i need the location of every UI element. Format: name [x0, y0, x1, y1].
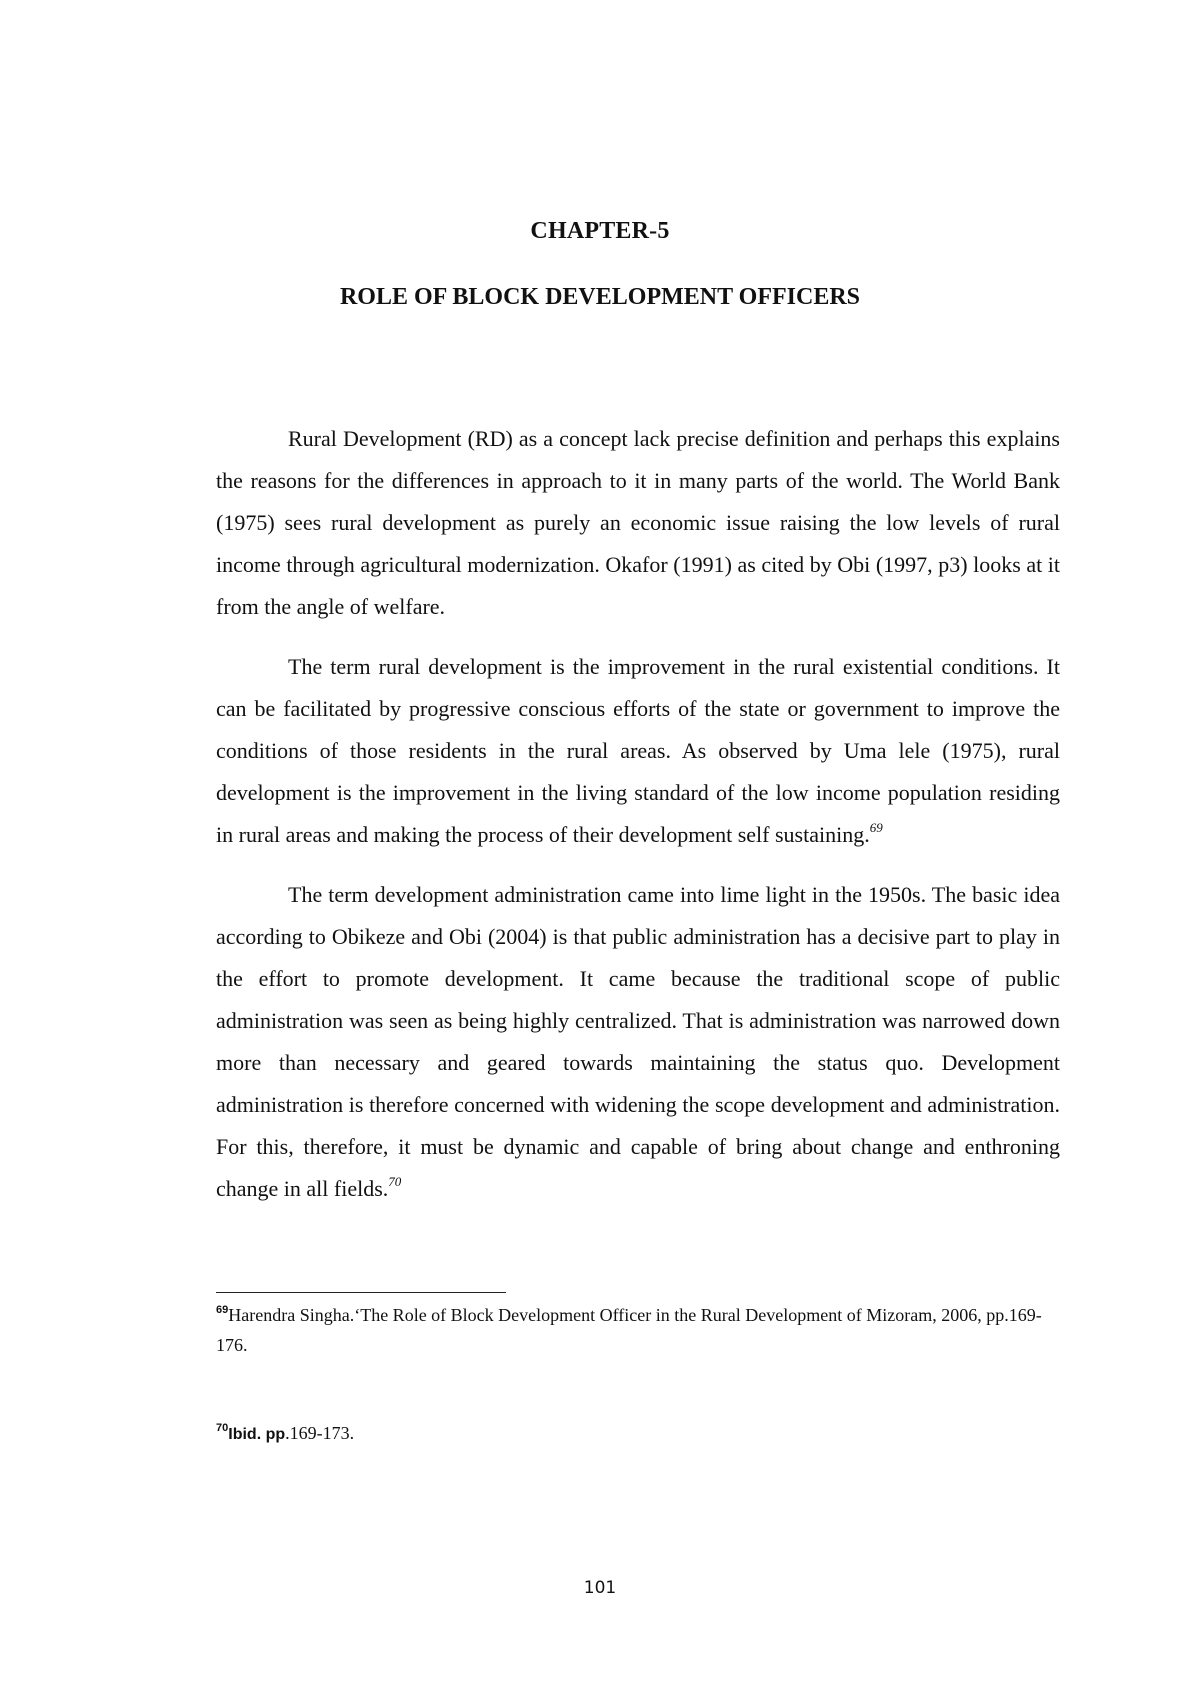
footnote-mark: 69: [216, 1304, 229, 1316]
paragraph-text: Rural Development (RD) as a concept lack precise definition and perhaps this explains the reasons for the differences in approach to it in many parts of the world. The World Bank (1975) sees rural development as purely an economic issue raising the low levels of rural income through agricultural modernization. Okafor (1991) as cited by Obi (1997, p3) looks at it from the angle of welfare.: [216, 426, 1060, 619]
chapter-number: CHAPTER-5: [530, 218, 670, 244]
body-text: [216, 418, 1060, 1228]
footnote-separator: [216, 1292, 506, 1293]
footnote-69: [216, 1300, 1060, 1360]
footnote-ibid: Ibid. pp: [228, 1426, 286, 1443]
chapter-title: ROLE OF BLOCK DEVELOPMENT OFFICERS: [339, 284, 861, 310]
paragraph-2: [216, 646, 1060, 856]
footnote-text: Harendra Singha.‘The Role of Block Development Officer in the Rural Development of Mizoram, 2006, pp.169-176.: [216, 1305, 1042, 1355]
paragraph-1: [216, 418, 1060, 628]
footnote-70: [216, 1418, 1060, 1450]
paragraph-3: [216, 874, 1060, 1210]
footnote-reference[interactable]: 70: [388, 1174, 402, 1189]
footnote-mark: 70: [216, 1422, 229, 1434]
paragraph-text: The term rural development is the improvement in the rural existential conditions. It can be facilitated by progressive conscious efforts of the state or government to improve the conditions of those residents in the rural areas. As observed by Uma lele (1975), rural development is the improvement in the living standard of the low income population residing in rural areas and making the process of their development self sustaining.: [216, 654, 1060, 847]
paragraph-text: The term development administration came into lime light in the 1950s. The basic idea according to Obikeze and Obi (2004) is that public administration has a decisive part to play in the effort to promote development. It came because the traditional scope of public administration was seen as being highly centralized. That is administration was narrowed down more than necessary and geared towards maintaining the status quo. Development administration is therefore concerned with widening the scope development and administration. For this, therefore, it must be dynamic and capable of bring about change and enthroning change in all fields.: [216, 882, 1060, 1201]
footnote-text: .169-173.: [285, 1423, 355, 1443]
footnote-reference[interactable]: 69: [869, 820, 883, 835]
page-number: 101: [583, 1578, 617, 1598]
